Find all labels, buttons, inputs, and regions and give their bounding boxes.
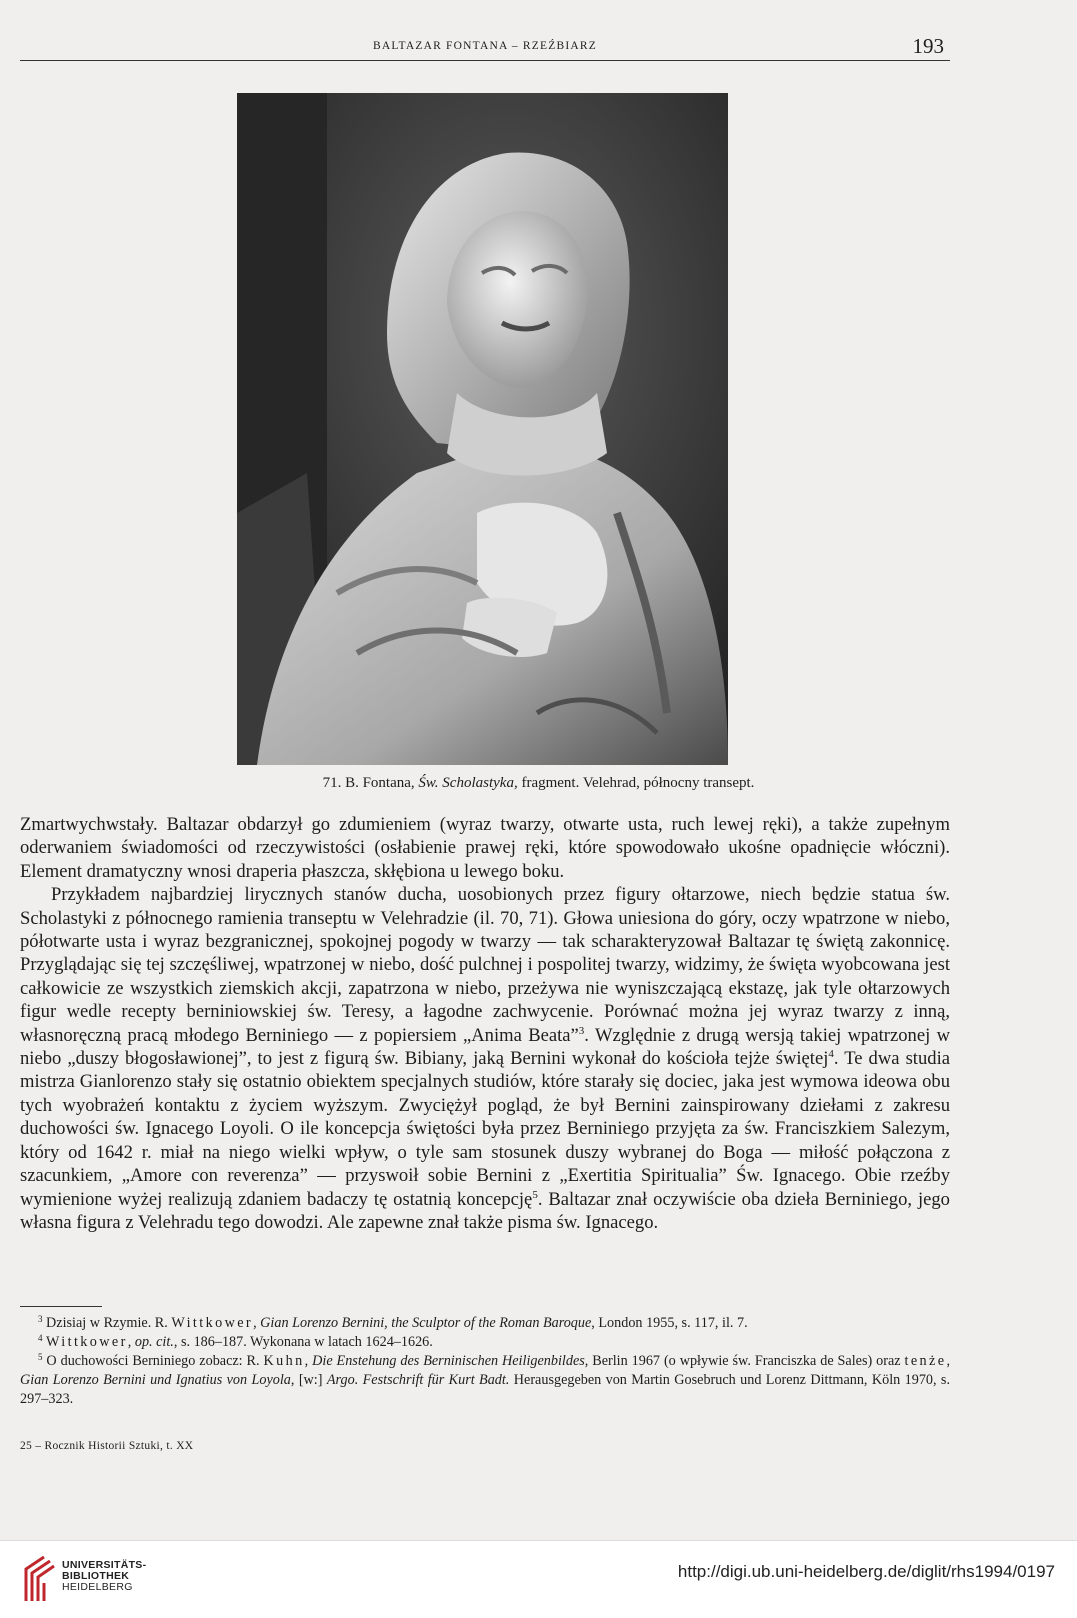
library-name xyxy=(62,1560,146,1593)
university-library-logo-icon[interactable] xyxy=(22,1553,56,1608)
footnote-ref-3: 3 xyxy=(578,1024,585,1037)
library-name-line-1: UNIVERSITÄTS- xyxy=(62,1559,147,1571)
footnote-5-text-b: , xyxy=(304,1353,313,1369)
body-text xyxy=(20,813,950,1234)
footnote-5 xyxy=(20,1352,950,1409)
footnote-3-title: Gian Lorenzo Bernini, the Sculptor of the Roman Baroque xyxy=(260,1315,592,1331)
footnote-5-text-d: , xyxy=(946,1353,950,1369)
footnote-5-text-f: Herausgegeben von Martin Gosebruch und Lorenz Dittmann, Köln 1970, s. 297–323. xyxy=(20,1372,950,1407)
caption-title: Św. Scholastyka, xyxy=(418,775,518,791)
footnote-ref-5: 5 xyxy=(532,1188,538,1201)
paragraph-2-part-b: . Względnie z drugą wersją takiej wpatrzonej w niebo „duszy błogosławionej”, to jest z figurą św. Bibiany, jaką Bernini wykonał do kościoła tejże świętej xyxy=(20,1024,951,1070)
paragraph-2 xyxy=(20,883,950,1234)
footnote-5-title-3: Argo. Festschrift für Kurt Badt. xyxy=(326,1372,510,1388)
footnote-3-text-b: , xyxy=(253,1315,261,1331)
running-title: BALTAZAR FONTANA – RZEŹBIARZ xyxy=(373,40,597,52)
sculpture-illustration xyxy=(237,93,728,765)
library-name-line-3: HEIDELBERG xyxy=(62,1581,133,1593)
library-name-line-2: BIBLIOTHEK xyxy=(62,1570,130,1582)
footnotes xyxy=(20,1314,950,1409)
document-url-link[interactable]: http://digi.ub.uni-heidelberg.de/diglit/rhs1994/0197 xyxy=(677,1562,1055,1581)
footnote-5-text-e: , [w:] xyxy=(290,1372,327,1388)
footnote-4 xyxy=(20,1333,950,1352)
library-footer-bar xyxy=(0,1540,1077,1618)
caption-suffix: fragment. Velehrad, północny transept. xyxy=(517,775,755,791)
footnote-5-author-2: tenże xyxy=(904,1353,947,1369)
paragraph-2-part-d: . Baltazar znał oczywiście oba dzieła Berniniego, jego własna figura z Velehradu tego dowodzi. Ale zapewne znał także pisma św. Ignacego. xyxy=(20,1188,950,1233)
footnote-5-title-2: Gian Lorenzo Bernini und Ignatius von Loyola xyxy=(20,1372,291,1388)
page-number: 193 xyxy=(912,34,944,58)
sculpture-photograph xyxy=(237,93,728,765)
footnote-5-author: Kuhn xyxy=(263,1353,305,1369)
footnote-3-author: Wittkower xyxy=(171,1315,254,1331)
footnote-4-title: op. cit. xyxy=(134,1334,174,1350)
footnote-divider xyxy=(20,1306,102,1307)
footnote-4-text-c: , s. 186–187. Wykonana w latach 1624–1626. xyxy=(173,1334,433,1350)
paragraph-1: Zmartwychwstały. Baltazar obdarzył go zdumieniem (wyraz twarzy, otwarte usta, ruch lewej ręki), a także zupełnym oderwaniem świadomości od rzeczywistości (osłabienie prawej ręki, które spowodowało ukośne opadnięcie włóczni). Element dramatyczny wnosi draperia płaszcza, skłębiona u lewego boku. xyxy=(20,814,950,882)
footnote-5-text-c: , Berlin 1967 (o wpływie św. Franciszka de Sales) oraz xyxy=(584,1353,905,1369)
footnote-5-text-a: O duchowości Berniniego zobacz: R. xyxy=(42,1353,264,1369)
printer-signature: 25 – Rocznik Historii Sztuki, t. XX xyxy=(20,1440,194,1452)
footnote-3-text-a: Dzisiaj w Rzymie. R. xyxy=(42,1315,172,1331)
figure-caption xyxy=(0,775,1077,792)
paragraph-2-part-a: Przykładem najbardziej lirycznych stanów ducha, uosobionych przez figury ołtarzowe, niech będzie statua św. Scholastyki z północnego ramienia transeptu w Velehradzie (il. 70, 71). Głowa uniesiona do góry, oczy wpatrzone w niebo, półotwarte usta i wyraz bezgranicznej, spokojnej pogody w twarzy — tak scharakteryzował Baltazar tę świętą zakonnicę. Przyglądając się tej szczęśliwej, wpatrzonej w niebo, dość pulchnej i pospolitej twarzy, widzimy, że święta wyobcowana jest całkowicie ze wszystkich ziemskich akcji, zapatrzona w niebo, przeżywa nie wyniszczającą ekstazę, jak tyle ołtarzowych figur wedle recepty berniniowskiej św. Teresy, a łagodne zachwycenie. Porównać można jej wyraz twarzy z inną, własnoręczną pracą młodego Berniniego — z popiersiem „Anima Beata” xyxy=(20,884,950,1046)
paragraph-2-part-c: . Te dwa studia mistrza Gianlorenzo stały się ostatnio obiektem specjalnych studiów, które starały się dociec, jaka jest wymowa ideowa obu tych wyobrażeń kontaktu z życiem wyższym. Zwyciężył pogląd, że był Bernini zainspirowany dziełami z zakresu duchowości św. Ignacego Loyoli. O ile koncepcja świętości była przez Berniniego przyjęta za św. Franciszkiem Salezym, który od 1642 r. miał na niego wielki wpływ, o tyle sam stosunek duszy wybranej do Boga — miłość połączona z szacunkiem, „Amore con reverenza” — przyswoił sobie Bernini z „Exertitia Spiritualia” Św. Ignacego. Obie rzeźby wymienione wyżej realizują zdaniem badaczy tę ostatnią koncepcję xyxy=(20,1048,950,1210)
caption-prefix: 71. B. Fontana, xyxy=(322,775,419,791)
footnote-4-author: Wittkower xyxy=(46,1334,128,1350)
footnote-3 xyxy=(20,1314,950,1333)
footnote-4-text-b: , xyxy=(127,1334,135,1350)
footnote-5-title: Die Enstehung des Berninischen Heiligenbildes xyxy=(312,1353,585,1369)
running-head xyxy=(20,30,950,61)
footnote-ref-4: 4 xyxy=(828,1048,834,1061)
footnote-3-number: 3 xyxy=(38,1314,43,1324)
footnote-3-text-c: , London 1955, s. 117, il. 7. xyxy=(591,1315,748,1331)
footnote-5-number: 5 xyxy=(38,1352,43,1362)
footnote-4-number: 4 xyxy=(38,1333,43,1343)
